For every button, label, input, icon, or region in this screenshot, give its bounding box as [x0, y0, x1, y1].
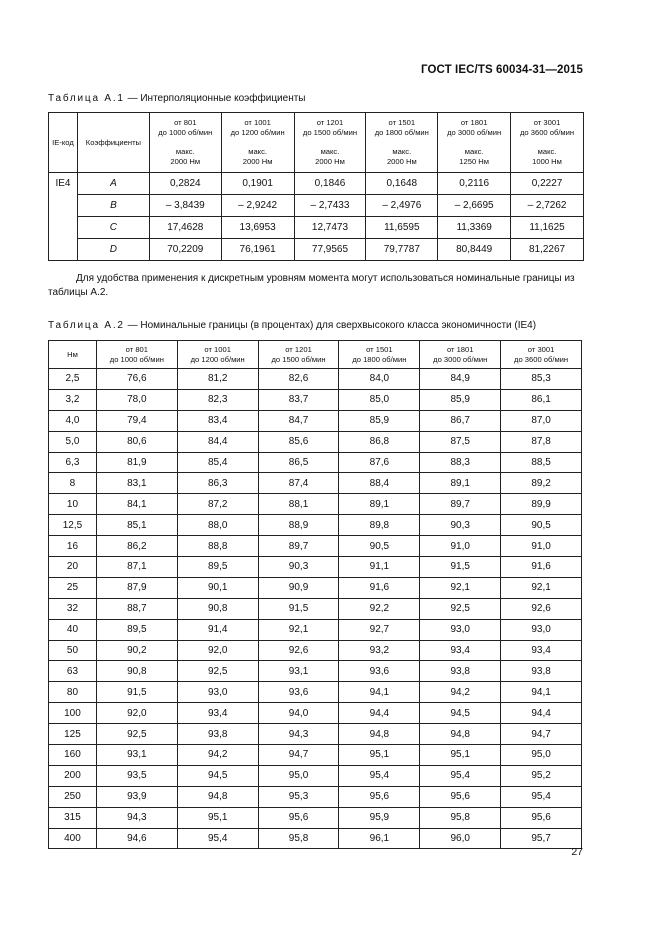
table-a2	[48, 340, 582, 849]
ie-code-cell	[49, 195, 78, 217]
value-cell: 17,4628	[149, 217, 221, 239]
value-cell: 90,8	[96, 661, 177, 682]
table-row	[49, 557, 582, 578]
page-number: 27	[571, 846, 583, 858]
value-cell: – 2,7262	[511, 195, 584, 217]
range-to: до 3000 об/мин	[433, 354, 488, 364]
range-header	[294, 113, 366, 173]
range-max-label: макс.	[392, 147, 412, 156]
value-cell: – 2,6695	[438, 195, 511, 217]
value-cell: 0,1846	[294, 173, 366, 195]
ie-code-cell	[49, 239, 78, 261]
value-cell: 93,2	[339, 640, 420, 661]
range-from: от 1501	[388, 118, 416, 127]
nm-cell: 80	[49, 682, 97, 703]
value-cell: 95,4	[420, 765, 501, 786]
value-cell: 94,2	[420, 682, 501, 703]
coef-cell: B	[77, 195, 149, 217]
value-cell: 80,6	[96, 431, 177, 452]
range-from: от 3001	[533, 118, 561, 127]
nm-cell: 200	[49, 765, 97, 786]
value-cell: 93,1	[258, 661, 339, 682]
value-cell: 93,9	[96, 786, 177, 807]
value-cell: – 2,7433	[294, 195, 366, 217]
nm-cell: 50	[49, 640, 97, 661]
table-a1-caption	[48, 93, 305, 104]
value-cell: 87,5	[420, 431, 501, 452]
value-cell: 91,4	[177, 619, 258, 640]
table-row	[49, 828, 582, 849]
value-cell: 13,6953	[221, 217, 294, 239]
spacer	[511, 138, 583, 147]
value-cell: 11,3369	[438, 217, 511, 239]
value-cell: 12,7473	[294, 217, 366, 239]
range-to: до 1500 об/мин	[271, 354, 326, 364]
nm-cell: 12,5	[49, 515, 97, 536]
value-cell: 86,3	[177, 473, 258, 494]
range-header	[221, 113, 294, 173]
table-row	[49, 577, 582, 598]
value-cell: 94,7	[501, 724, 582, 745]
range-max-value: 2000 Нм	[386, 157, 417, 166]
value-cell: 94,5	[420, 703, 501, 724]
value-cell: 96,0	[420, 828, 501, 849]
value-cell: 79,4	[96, 410, 177, 431]
range-to: до 3000 об/мин	[447, 128, 502, 137]
nm-cell: 40	[49, 619, 97, 640]
spacer	[222, 138, 294, 147]
value-cell: 95,1	[339, 745, 420, 766]
usage-paragraph: Для удобства применения к дискретным уровням момента могут использоваться номинальные границы из таблицы А.2.	[48, 273, 575, 298]
nm-cell: 2,5	[49, 369, 97, 390]
value-cell: 82,3	[177, 389, 258, 410]
value-cell: 95,4	[177, 828, 258, 849]
value-cell: 0,2824	[149, 173, 221, 195]
range-to: до 1000 об/мин	[109, 354, 164, 364]
table-row	[49, 239, 584, 261]
nm-cell: 6,3	[49, 452, 97, 473]
table-row	[49, 473, 582, 494]
value-cell: 95,6	[501, 807, 582, 828]
value-cell: 95,2	[501, 765, 582, 786]
range-to: до 1800 об/мин	[352, 354, 407, 364]
value-cell: – 2,9242	[221, 195, 294, 217]
value-cell: 95,0	[501, 745, 582, 766]
value-cell: 84,1	[96, 494, 177, 515]
value-cell: 84,4	[177, 431, 258, 452]
value-cell: 89,1	[339, 494, 420, 515]
value-cell: 92,5	[177, 661, 258, 682]
value-cell: 89,5	[177, 557, 258, 578]
spacer	[150, 138, 221, 147]
table-row	[49, 682, 582, 703]
value-cell: 85,9	[339, 410, 420, 431]
nm-cell: 20	[49, 557, 97, 578]
range-from: от 1801	[446, 344, 474, 354]
value-cell: 88,0	[177, 515, 258, 536]
value-cell: 95,7	[501, 828, 582, 849]
range-max-value: 1000 Нм	[532, 157, 562, 166]
table-row	[49, 494, 582, 515]
range-from: от 1801	[460, 118, 488, 127]
value-cell: 92,6	[258, 640, 339, 661]
value-cell: 95,6	[339, 786, 420, 807]
value-cell: 95,4	[501, 786, 582, 807]
value-cell: 81,9	[96, 452, 177, 473]
nm-cell: 4,0	[49, 410, 97, 431]
range-max-value: 2000 Нм	[242, 157, 273, 166]
value-cell: 83,1	[96, 473, 177, 494]
value-cell: 88,8	[177, 536, 258, 557]
value-cell: 90,1	[177, 577, 258, 598]
value-cell: 84,7	[258, 410, 339, 431]
nm-cell: 160	[49, 745, 97, 766]
value-cell: 76,6	[96, 369, 177, 390]
table-a2-caption	[48, 320, 536, 331]
value-cell: – 2,4976	[366, 195, 438, 217]
value-cell: 86,1	[501, 389, 582, 410]
value-cell: 94,2	[177, 745, 258, 766]
range-to: до 1800 об/мин	[374, 128, 429, 137]
value-cell: 96,1	[339, 828, 420, 849]
value-cell: 91,1	[339, 557, 420, 578]
value-cell: 94,4	[501, 703, 582, 724]
value-cell: 95,3	[258, 786, 339, 807]
table-row	[49, 598, 582, 619]
value-cell: 95,4	[339, 765, 420, 786]
value-cell: 90,5	[501, 515, 582, 536]
coef-cell: D	[77, 239, 149, 261]
value-cell: 85,0	[339, 389, 420, 410]
range-to: до 1000 об/мин	[158, 128, 213, 137]
value-cell: 95,6	[420, 786, 501, 807]
value-cell: 92,5	[420, 598, 501, 619]
value-cell: 91,0	[420, 536, 501, 557]
table-row	[49, 195, 584, 217]
value-cell: 92,1	[420, 577, 501, 598]
nm-cell: 315	[49, 807, 97, 828]
value-cell: 76,1961	[221, 239, 294, 261]
value-cell: 93,6	[258, 682, 339, 703]
range-header	[258, 341, 339, 369]
value-cell: 93,0	[177, 682, 258, 703]
value-cell: 95,6	[258, 807, 339, 828]
value-cell: 94,4	[339, 703, 420, 724]
table-row	[49, 724, 582, 745]
range-header	[149, 113, 221, 173]
table-a1-title: — Интерполяционные коэффициенты	[124, 93, 306, 104]
ie-code-cell: IE4	[49, 173, 78, 195]
nm-cell: 63	[49, 661, 97, 682]
table-row	[49, 807, 582, 828]
value-cell: 90,9	[258, 577, 339, 598]
table-row	[49, 536, 582, 557]
table-row	[49, 786, 582, 807]
value-cell: 91,5	[420, 557, 501, 578]
table-a2-title: — Номинальные границы (в процентах) для сверхвысокого класса экономичности (IE4)	[124, 320, 537, 331]
value-cell: 94,3	[258, 724, 339, 745]
table-row	[49, 765, 582, 786]
value-cell: 87,6	[339, 452, 420, 473]
value-cell: 88,5	[501, 452, 582, 473]
value-cell: 89,8	[339, 515, 420, 536]
value-cell: 92,0	[177, 640, 258, 661]
table-row	[49, 745, 582, 766]
table-row	[49, 389, 582, 410]
value-cell: 92,2	[339, 598, 420, 619]
range-from: от 1001	[204, 344, 231, 354]
value-cell: 83,4	[177, 410, 258, 431]
ie-code-cell	[49, 217, 78, 239]
value-cell: 94,0	[258, 703, 339, 724]
value-cell: 90,2	[96, 640, 177, 661]
nm-cell: 32	[49, 598, 97, 619]
value-cell: 91,5	[258, 598, 339, 619]
value-cell: 93,4	[501, 640, 582, 661]
value-cell: 91,6	[501, 557, 582, 578]
table-row	[49, 173, 584, 195]
value-cell: 0,2116	[438, 173, 511, 195]
range-header	[366, 113, 438, 173]
value-cell: 94,5	[177, 765, 258, 786]
value-cell: 91,5	[96, 682, 177, 703]
value-cell: 87,0	[501, 410, 582, 431]
range-from: от 801	[174, 118, 197, 127]
standard-header: ГОСТ IEC/TS 60034-31—2015	[421, 64, 583, 76]
value-cell: 79,7787	[366, 239, 438, 261]
value-cell: 87,1	[96, 557, 177, 578]
value-cell: 86,2	[96, 536, 177, 557]
value-cell: 93,4	[177, 703, 258, 724]
range-header	[96, 341, 177, 369]
spacer	[366, 138, 437, 147]
range-from: от 801	[125, 344, 148, 354]
range-to: до 1200 об/мин	[190, 354, 245, 364]
table-row	[49, 515, 582, 536]
value-cell: 88,7	[96, 598, 177, 619]
value-cell: 94,1	[501, 682, 582, 703]
value-cell: 89,9	[501, 494, 582, 515]
range-from: от 1501	[366, 344, 393, 354]
range-max-label: макс.	[175, 147, 195, 156]
value-cell: 80,8449	[438, 239, 511, 261]
value-cell: 93,0	[501, 619, 582, 640]
value-cell: 86,7	[420, 410, 501, 431]
value-cell: 93,0	[420, 619, 501, 640]
table-row	[49, 452, 582, 473]
nm-cell: 3,2	[49, 389, 97, 410]
value-cell: 90,3	[258, 557, 339, 578]
value-cell: 92,1	[258, 619, 339, 640]
value-cell: 89,2	[501, 473, 582, 494]
value-cell: 91,6	[339, 577, 420, 598]
nm-cell: 16	[49, 536, 97, 557]
value-cell: 77,9565	[294, 239, 366, 261]
value-cell: 92,0	[96, 703, 177, 724]
value-cell: 94,7	[258, 745, 339, 766]
value-cell: 95,1	[420, 745, 501, 766]
range-max-label: макс.	[248, 147, 267, 156]
value-cell: 91,0	[501, 536, 582, 557]
nm-cell: 25	[49, 577, 97, 598]
value-cell: 95,9	[339, 807, 420, 828]
value-cell: 82,6	[258, 369, 339, 390]
table-row	[49, 640, 582, 661]
range-to: до 1500 об/мин	[302, 128, 358, 137]
value-cell: 78,0	[96, 389, 177, 410]
nm-header: Нм	[49, 341, 97, 369]
range-header	[177, 341, 258, 369]
nm-cell: 10	[49, 494, 97, 515]
table-row	[49, 703, 582, 724]
value-cell: 95,0	[258, 765, 339, 786]
value-cell: 94,1	[339, 682, 420, 703]
range-header	[339, 341, 420, 369]
value-cell: 87,2	[177, 494, 258, 515]
table-a2-label: Таблица А.2	[48, 320, 125, 331]
nm-cell: 5,0	[49, 431, 97, 452]
nm-cell: 125	[49, 724, 97, 745]
value-cell: 93,4	[420, 640, 501, 661]
value-cell: 85,6	[258, 431, 339, 452]
nm-cell: 250	[49, 786, 97, 807]
value-cell: 0,1648	[366, 173, 438, 195]
value-cell: 89,7	[420, 494, 501, 515]
value-cell: 85,9	[420, 389, 501, 410]
value-cell: 86,8	[339, 431, 420, 452]
table-a2-header-row	[49, 341, 582, 369]
value-cell: 93,1	[96, 745, 177, 766]
table-row	[49, 619, 582, 640]
value-cell: 95,8	[258, 828, 339, 849]
coef-cell: A	[77, 173, 149, 195]
nm-cell: 400	[49, 828, 97, 849]
value-cell: 0,2227	[511, 173, 584, 195]
value-cell: 86,5	[258, 452, 339, 473]
value-cell: 93,8	[177, 724, 258, 745]
value-cell: 81,2267	[511, 239, 584, 261]
table-a1-label: Таблица А.1	[48, 93, 125, 104]
value-cell: 93,5	[96, 765, 177, 786]
value-cell: 95,8	[420, 807, 501, 828]
value-cell: 92,7	[339, 619, 420, 640]
value-cell: 88,4	[339, 473, 420, 494]
range-from: от 3001	[527, 344, 555, 354]
value-cell: 87,8	[501, 431, 582, 452]
value-cell: 84,9	[420, 369, 501, 390]
range-to: до 1200 об/мин	[230, 128, 285, 137]
value-cell: 89,5	[96, 619, 177, 640]
ie-code-header: IE-код	[49, 113, 78, 173]
coef-header: Коэффициенты	[77, 113, 149, 173]
value-cell: – 3,8439	[149, 195, 221, 217]
value-cell: 94,3	[96, 807, 177, 828]
range-max-label: макс.	[320, 147, 340, 156]
table-row	[49, 217, 584, 239]
spacer	[438, 138, 510, 147]
value-cell: 87,9	[96, 577, 177, 598]
value-cell: 93,6	[339, 661, 420, 682]
value-cell: 87,4	[258, 473, 339, 494]
value-cell: 90,3	[420, 515, 501, 536]
value-cell: 88,3	[420, 452, 501, 473]
range-to: до 3600 об/мин	[519, 128, 575, 137]
table-a1-header-row	[49, 113, 584, 173]
range-header	[501, 341, 582, 369]
value-cell: 85,1	[96, 515, 177, 536]
value-cell: 11,1625	[511, 217, 584, 239]
nm-cell: 100	[49, 703, 97, 724]
value-cell: 88,1	[258, 494, 339, 515]
table-row	[49, 410, 582, 431]
value-cell: 11,6595	[366, 217, 438, 239]
range-from: от 1201	[316, 118, 344, 127]
value-cell: 93,8	[501, 661, 582, 682]
table-row	[49, 431, 582, 452]
range-max-value: 1250 Нм	[459, 157, 490, 166]
range-max-label: макс.	[464, 147, 484, 156]
range-header	[511, 113, 584, 173]
value-cell: 92,5	[96, 724, 177, 745]
range-max-label: макс.	[537, 147, 557, 156]
range-max-value: 2000 Нм	[170, 157, 201, 166]
value-cell: 94,8	[177, 786, 258, 807]
range-to: до 3600 об/мин	[514, 354, 569, 364]
value-cell: 88,9	[258, 515, 339, 536]
value-cell: 83,7	[258, 389, 339, 410]
nm-cell: 8	[49, 473, 97, 494]
value-cell: 81,2	[177, 369, 258, 390]
value-cell: 93,8	[420, 661, 501, 682]
value-cell: 0,1901	[221, 173, 294, 195]
value-cell: 85,3	[501, 369, 582, 390]
value-cell: 94,8	[339, 724, 420, 745]
value-cell: 89,7	[258, 536, 339, 557]
coef-cell: C	[77, 217, 149, 239]
spacer	[295, 138, 366, 147]
table-row	[49, 661, 582, 682]
value-cell: 85,4	[177, 452, 258, 473]
range-header	[438, 113, 511, 173]
value-cell: 95,1	[177, 807, 258, 828]
value-cell: 94,8	[420, 724, 501, 745]
value-cell: 84,0	[339, 369, 420, 390]
range-max-value: 2000 Нм	[315, 157, 345, 166]
table-row	[49, 369, 582, 390]
value-cell: 70,2209	[149, 239, 221, 261]
value-cell: 94,6	[96, 828, 177, 849]
range-from: от 1001	[244, 118, 271, 127]
value-cell: 89,1	[420, 473, 501, 494]
range-header	[420, 341, 501, 369]
value-cell: 90,8	[177, 598, 258, 619]
value-cell: 92,1	[501, 577, 582, 598]
value-cell: 92,6	[501, 598, 582, 619]
table-a1	[48, 112, 584, 261]
range-from: от 1201	[285, 344, 312, 354]
value-cell: 90,5	[339, 536, 420, 557]
